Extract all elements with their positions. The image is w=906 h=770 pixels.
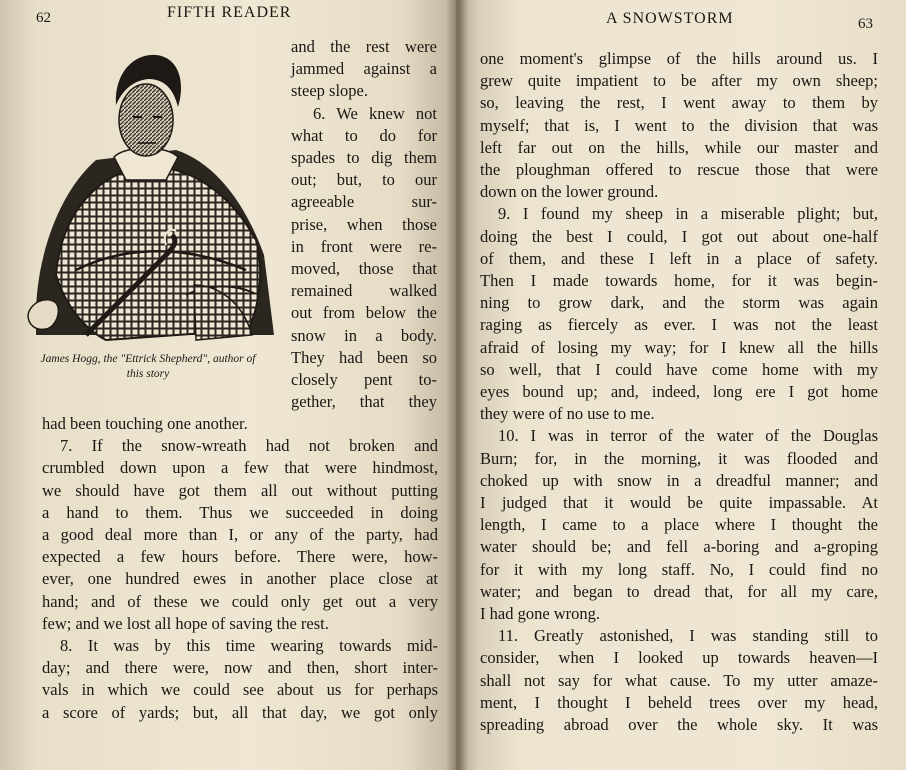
caption-line: James Hogg, the "Ettrick Shepherd", author of (40, 353, 256, 365)
text-line: 11. Greatly astonished, I was standing still to (498, 626, 878, 646)
text-line: spreading abroad over the whole sky. It was (480, 715, 878, 735)
right-page (456, 0, 906, 770)
text-line: moved, those that (291, 259, 437, 279)
right-body-text (480, 48, 878, 736)
text-line: the ploughman offered to rescue those that were (480, 160, 878, 180)
text-line: 10. I was in terror of the water of the Douglas (498, 426, 878, 446)
text-line: eyes bound up; and, indeed, long ere I got home (480, 382, 878, 402)
book-gutter (446, 0, 468, 770)
text-line: ning to grow dark, and the storm was again (480, 293, 878, 313)
text-line: They had been so (291, 347, 437, 367)
text-line: consider, when I looked up towards heaven—I (480, 648, 878, 668)
text-line: raging as fiercely as ever. I was not the least (480, 315, 878, 335)
text-line: afraid of losing my way; for I knew all the hills (480, 337, 878, 357)
text-line: shall not say for what cause. To my utter amaze- (480, 670, 878, 690)
text-line: myself; that is, I went to the division that was (480, 115, 878, 135)
text-line: so well, that I could have come home with my (480, 359, 878, 379)
text-line: water; and began to dread that, for all my care, (480, 581, 878, 601)
text-line: closely pent to- (291, 370, 437, 390)
text-line: one moment's glimpse of the hills around us. I (480, 49, 878, 68)
text-line: choked up with snow in a dreadful manner; and (480, 470, 878, 490)
text-line: down on the lower ground. (480, 182, 659, 202)
text-line: I judged that it would be quite impassable. At (480, 493, 878, 513)
text-line: what to do for (291, 125, 437, 145)
text-line: prise, when those (291, 214, 437, 234)
text-line: left far out on the hills, while our master and (480, 137, 878, 157)
text-line: crumbled down upon a few that were hindmost, (42, 458, 438, 478)
left-running-head: FIFTH READER (167, 4, 292, 21)
text-line: in front were re- (291, 236, 437, 256)
text-line: a hand to them. Thus we succeeded in doing (42, 502, 438, 522)
text-line: ment, I thought I beheld trees over my head, (480, 692, 878, 712)
text-line: they were of no use to me. (480, 404, 655, 424)
text-line: gether, that they (291, 392, 437, 412)
text-line: Then I made towards home, for it was begin- (480, 271, 878, 291)
text-line: 9. I found my sheep in a miserable plight; but, (498, 204, 878, 224)
text-line: grew quite impatient to be after my own sheep; (480, 71, 878, 91)
text-line: 7. If the snow-wreath had not broken and (60, 436, 438, 456)
text-line: expected a few hours before. There were, how- (42, 547, 438, 567)
text-line: had been touching one another. (42, 414, 248, 433)
text-line: jammed against a (291, 59, 437, 79)
text-line: a good deal more than I, or any of the party, had (42, 525, 438, 545)
caption-line: this story (126, 368, 170, 380)
text-line: out from below the (291, 303, 437, 323)
right-running-head: A SNOWSTORM (606, 10, 734, 27)
text-line: water should be; and fell a-boring and a-groping (480, 537, 878, 557)
side-column-text (291, 36, 437, 413)
text-line: ever, one hundred ewes in another place close at (42, 569, 438, 589)
text-line: remained walked (291, 281, 437, 301)
text-line: spades to dig them (291, 148, 437, 168)
text-line: vals in which we could see about us for perhaps (42, 680, 438, 700)
text-line: few; and we lost all hope of saving the rest. (42, 613, 329, 633)
text-line: of them, and these I left in a place of safety. (480, 248, 878, 268)
text-line: a score of yards; but, all that day, we got only (42, 702, 438, 722)
text-line: for it with my long staff. No, I could find no (480, 559, 878, 579)
text-line: hand; and of these we could only get out a very (42, 591, 438, 611)
text-line: and the rest were (291, 37, 437, 56)
text-line: day; and there were, now and then, short inter- (42, 658, 438, 678)
text-line: 8. It was by this time wearing towards mid- (60, 636, 438, 656)
text-line: out; but, to our (291, 170, 437, 190)
right-page-number: 63 (858, 16, 873, 32)
text-line: 6. We knew not (313, 103, 437, 123)
text-line: agreeable sur- (291, 192, 437, 212)
james-hogg-portrait (16, 45, 278, 345)
text-line: steep slope. (291, 81, 368, 101)
text-line: length, I came to a place where I thought the (480, 515, 878, 535)
portrait-caption (14, 352, 282, 382)
text-line: snow in a body. (291, 325, 437, 345)
left-page-number: 62 (36, 10, 51, 26)
text-line: Burn; for, in the morning, it was flooded and (480, 448, 878, 468)
text-line: we should have got them all out without putting (42, 480, 438, 500)
left-body-text (42, 413, 438, 724)
text-line: so, leaving the rest, I went away to them by (480, 93, 878, 113)
text-line: I had gone wrong. (480, 604, 601, 624)
text-line: doing the best I could, I got out about one-half (480, 226, 878, 246)
